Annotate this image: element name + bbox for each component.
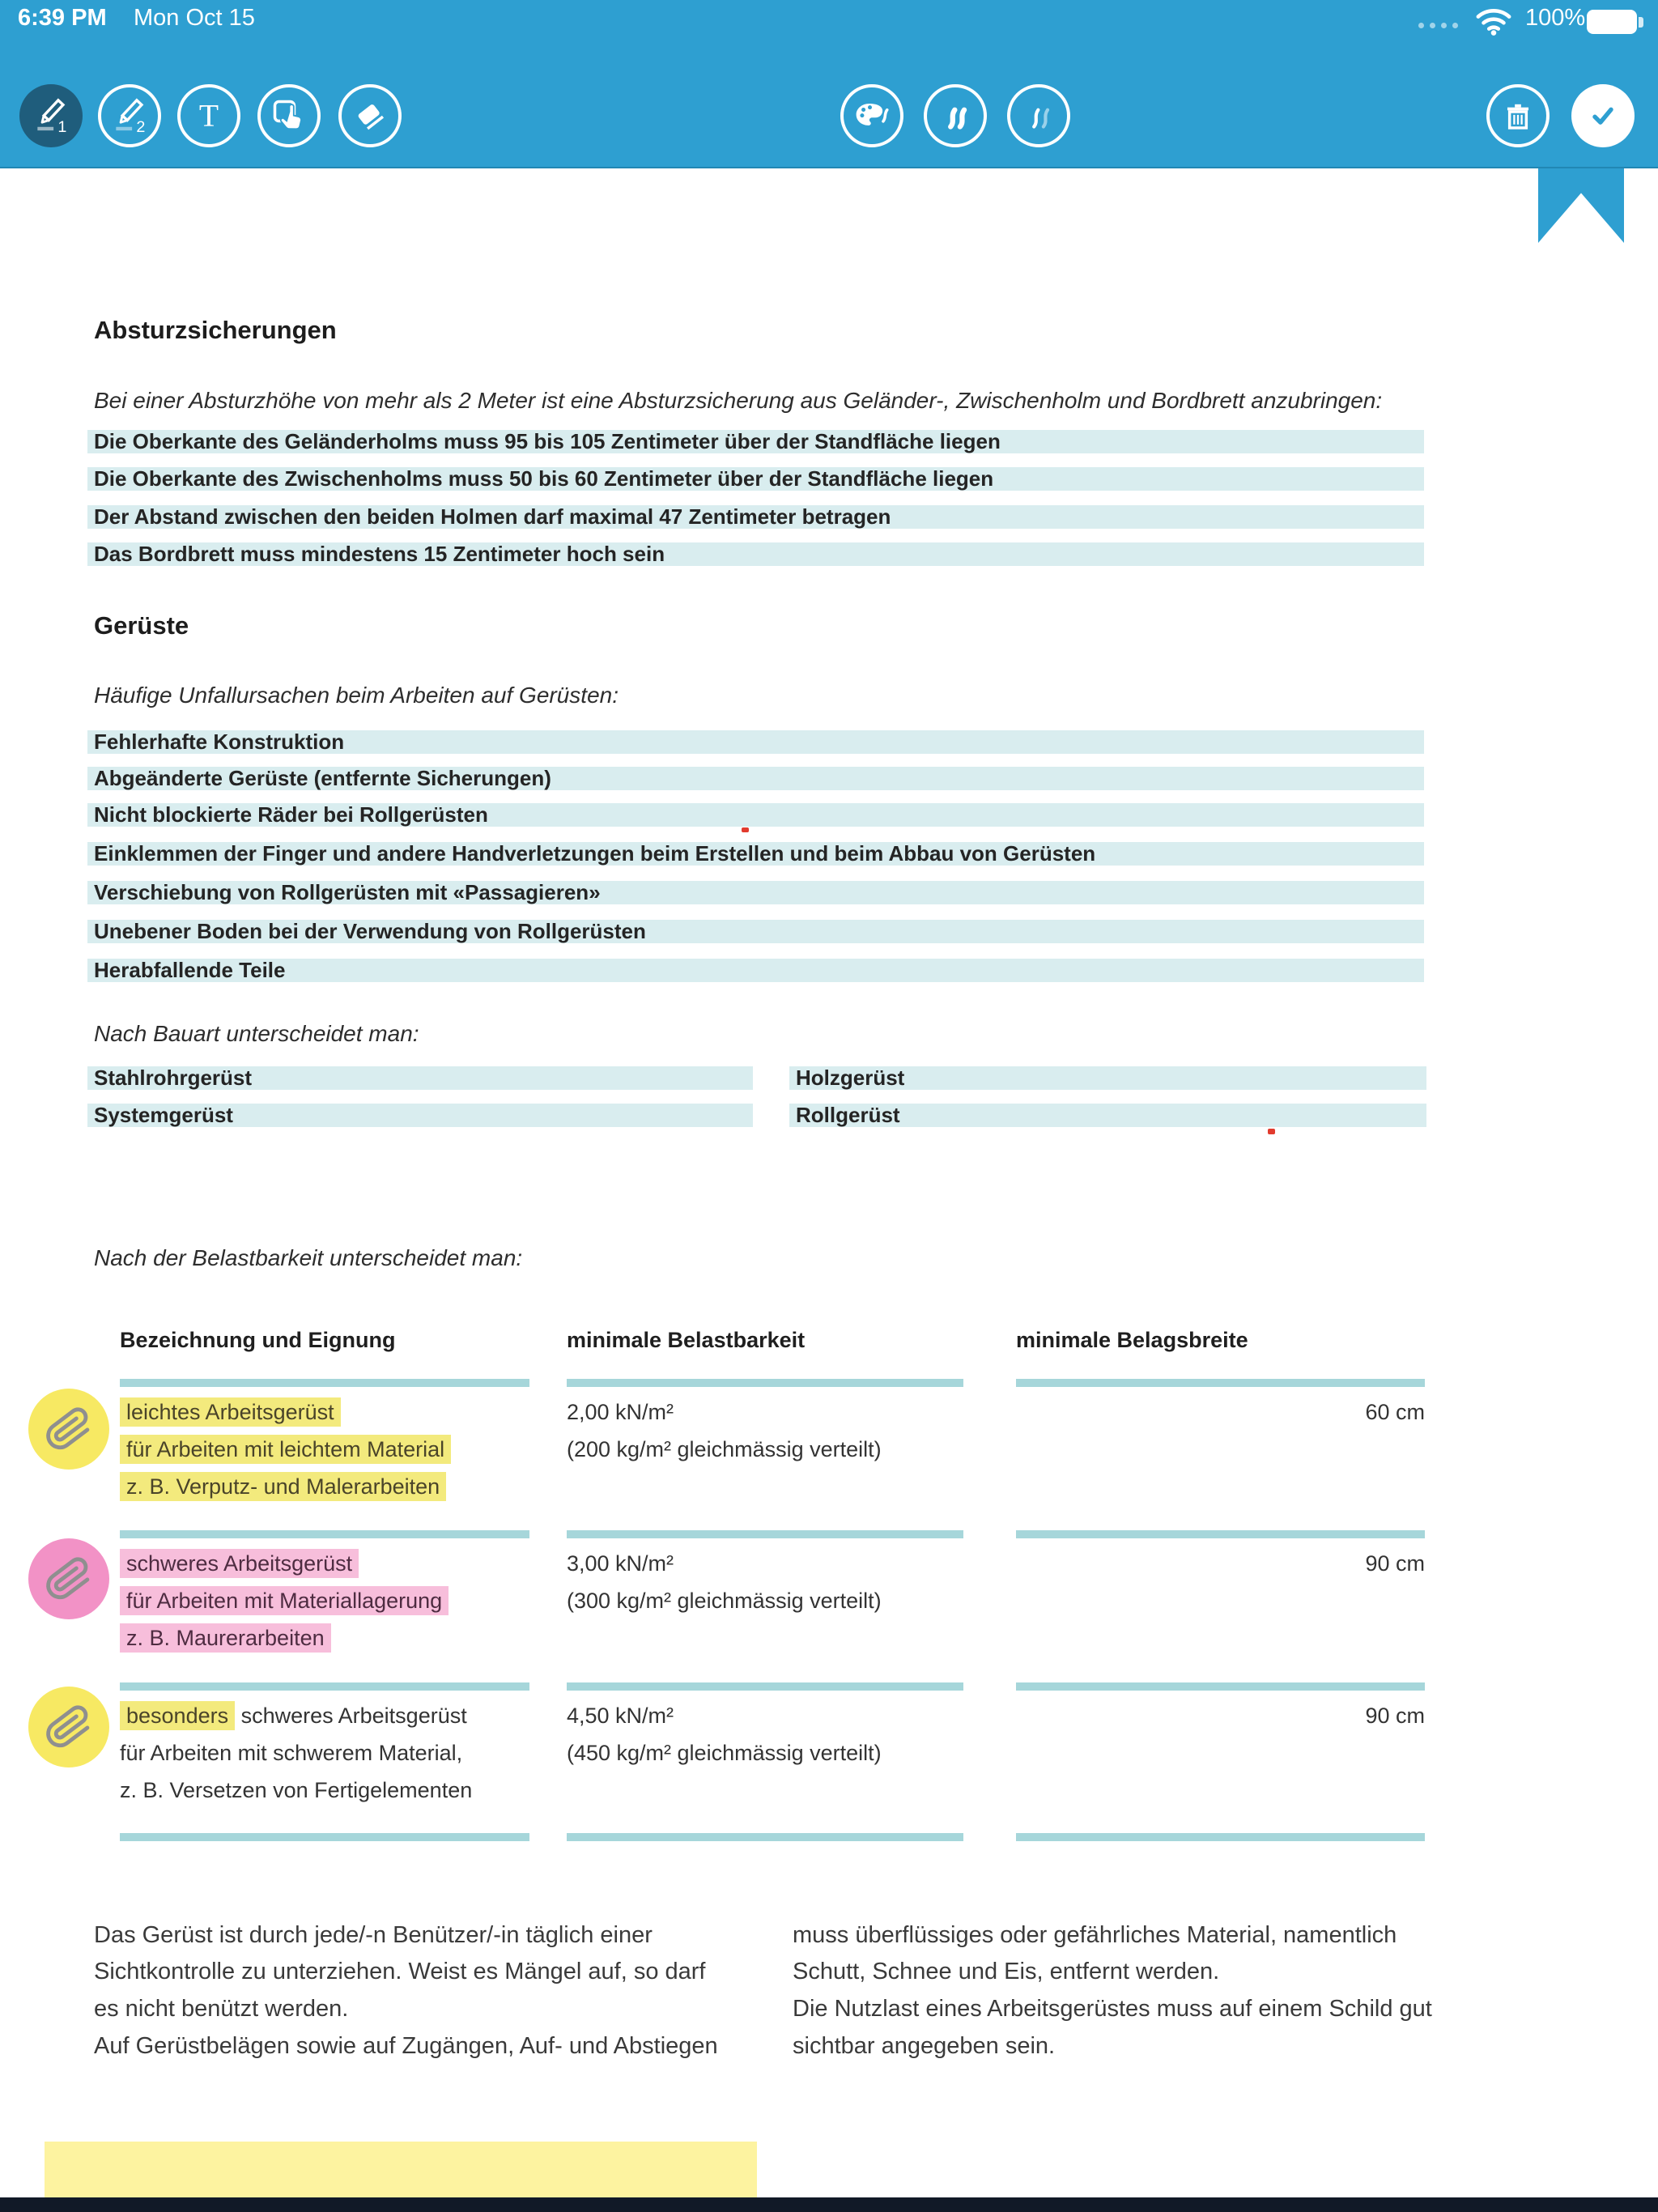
table-divider <box>120 1833 529 1841</box>
paperclip-icon <box>42 1402 96 1456</box>
section-title: Absturzsicherungen <box>94 316 337 344</box>
pen2-tool-button[interactable] <box>98 84 161 147</box>
delete-annotation-button[interactable] <box>1486 84 1550 147</box>
wifi-icon <box>1475 5 1512 41</box>
paperclip-icon <box>42 1700 96 1754</box>
table-divider <box>120 1379 529 1387</box>
text-tool-button[interactable] <box>177 84 240 147</box>
bauart-item <box>789 1104 1426 1127</box>
table-cell: 3,00 kN/m² <box>567 1551 674 1576</box>
rule-text: Die Oberkante des Zwischenholms muss 50 bis 60 Zentimeter über der Standfläche liegen <box>94 466 994 491</box>
highlighted-text: für Arbeiten mit leichtem Material <box>120 1435 451 1464</box>
check-icon <box>1583 96 1623 136</box>
table-cell <box>120 1698 467 1733</box>
eraser-icon <box>350 96 390 136</box>
table-divider <box>567 1833 963 1841</box>
footer-text: Die Nutzlast eines Arbeitsgerüstes muss auf einem Schild gut <box>793 1996 1432 2022</box>
column-header: Bezeichnung und Eignung <box>120 1328 396 1352</box>
footer-text: sichtbar angegeben sein. <box>793 2033 1056 2059</box>
bauart-text: Rollgerüst <box>796 1103 900 1127</box>
highlighted-text: für Arbeiten mit Materiallagerung <box>120 1586 449 1615</box>
highlighted-text: z. B. Maurerarbeiten <box>120 1623 331 1653</box>
rule-text: Herabfallende Teile <box>94 958 286 982</box>
red-pen-mark <box>742 827 749 832</box>
footer-text: es nicht benützt werden. <box>94 1996 349 2022</box>
stroke-style-alt-button[interactable] <box>1007 84 1070 147</box>
highlighted-rule <box>87 542 1424 566</box>
bauart-item <box>87 1104 753 1127</box>
pencil-icon <box>31 96 71 136</box>
highlighted-text: z. B. Verputz- und Malerarbeiten <box>120 1472 446 1501</box>
column-header: minimale Belastbarkeit <box>567 1328 806 1352</box>
status-date: Mon Oct 15 <box>134 5 255 31</box>
bauart-item <box>87 1066 753 1090</box>
table-cell: 90 cm <box>1365 1551 1425 1576</box>
highlighted-rule <box>87 959 1424 982</box>
rule-text: Abgeänderte Gerüste (entfernte Sicherungen) <box>94 766 551 790</box>
double-wave-light-icon <box>1018 96 1059 136</box>
cellular-signal-icon <box>1430 23 1435 28</box>
rule-text: Einklemmen der Finger und andere Handverletzungen beim Erstellen und beim Abbau von Gerüsten <box>94 841 1096 866</box>
table-cell: z. B. Versetzen von Fertigelementen <box>120 1778 473 1802</box>
select-tool-button[interactable] <box>257 84 321 147</box>
highlighted-rule <box>87 881 1424 904</box>
rule-text: Nicht blockierte Räder bei Rollgerüsten <box>94 802 488 827</box>
bauart-intro: Nach Bauart unterscheidet man: <box>94 1021 419 1046</box>
palette-tool-button[interactable] <box>840 84 903 147</box>
yellow-highlight-block <box>45 2142 757 2197</box>
rule-text: Unebener Boden bei der Verwendung von Rollgerüsten <box>94 919 646 943</box>
cellular-signal-icon <box>1441 23 1447 28</box>
status-time: 6:39 PM <box>18 5 107 31</box>
bauart-item <box>789 1066 1426 1090</box>
table-divider <box>120 1530 529 1538</box>
confirm-button[interactable] <box>1571 84 1635 147</box>
attachment-annotation[interactable] <box>28 1687 109 1767</box>
bauart-text: Systemgerüst <box>94 1103 233 1127</box>
bottom-page-edge <box>0 2197 1658 2212</box>
plain-text: schweres Arbeitsgerüst <box>235 1704 467 1728</box>
table-intro: Nach der Belastbarkeit unterscheidet man: <box>94 1245 523 1270</box>
text-tool-icon <box>189 96 229 136</box>
pencil-icon <box>109 96 150 136</box>
section-intro: Bei einer Absturzhöhe von mehr als 2 Meter ist eine Absturzsicherung aus Geländer-, Zwischenholm und Bordbrett anzubringen: <box>94 388 1383 413</box>
highlighted-rule <box>87 920 1424 943</box>
table-divider <box>1016 1379 1425 1387</box>
footer-text: Auf Gerüstbelägen sowie auf Zugängen, Auf- und Abstiegen <box>94 2033 718 2059</box>
section-intro: Häufige Unfallursachen beim Arbeiten auf Gerüsten: <box>94 683 619 708</box>
highlighted-rule <box>87 842 1424 866</box>
trash-icon <box>1499 97 1537 134</box>
bauart-text: Holzgerüst <box>796 1066 905 1090</box>
table-divider <box>567 1379 963 1387</box>
footer-text: muss überflüssiges oder gefährliches Material, namentlich <box>793 1922 1397 1948</box>
table-divider <box>567 1530 963 1538</box>
table-divider <box>1016 1682 1425 1691</box>
section-title: Gerüste <box>94 611 189 640</box>
battery-nub-icon <box>1639 17 1643 28</box>
highlighted-rule <box>87 767 1424 790</box>
table-divider <box>120 1682 529 1691</box>
stroke-style-button[interactable] <box>924 84 987 147</box>
text-tool-glyph: T <box>198 97 219 134</box>
table-divider <box>1016 1833 1425 1841</box>
pen1-tool-button[interactable] <box>19 84 83 147</box>
app-toolbar <box>0 0 1658 168</box>
pen2-number: 2 <box>136 118 146 136</box>
paperclip-icon <box>42 1552 96 1606</box>
red-pen-mark <box>1268 1129 1275 1134</box>
table-divider <box>1016 1530 1425 1538</box>
cellular-signal-icon <box>1418 23 1424 28</box>
table-cell <box>120 1469 446 1504</box>
table-divider <box>567 1682 963 1691</box>
table-cell: (200 kg/m² gleichmässig verteilt) <box>567 1437 882 1461</box>
table-cell: 90 cm <box>1365 1704 1425 1728</box>
battery-icon <box>1587 10 1637 34</box>
attachment-annotation[interactable] <box>28 1538 109 1619</box>
highlighted-text: besonders <box>120 1701 235 1730</box>
cellular-signal-icon <box>1452 23 1458 28</box>
table-cell: für Arbeiten mit schwerem Material, <box>120 1741 463 1765</box>
bookmark-ribbon[interactable] <box>1538 168 1624 243</box>
attachment-annotation[interactable] <box>28 1389 109 1470</box>
highlighted-rule <box>87 730 1424 754</box>
bauart-text: Stahlrohrgerüst <box>94 1066 253 1090</box>
rule-text: Die Oberkante des Geländerholms muss 95 bis 105 Zentimeter über der Standfläche liegen <box>94 429 1001 453</box>
table-cell <box>120 1620 331 1656</box>
table-cell: 4,50 kN/m² <box>567 1704 674 1728</box>
tap-hand-icon <box>269 96 309 136</box>
rule-text: Verschiebung von Rollgerüsten mit «Passagieren» <box>94 880 601 904</box>
highlighted-text: leichtes Arbeitsgerüst <box>120 1397 341 1427</box>
eraser-tool-button[interactable] <box>338 84 402 147</box>
column-header: minimale Belagsbreite <box>1016 1328 1248 1352</box>
rule-text: Fehlerhafte Konstruktion <box>94 730 345 754</box>
table-cell: 60 cm <box>1365 1400 1425 1424</box>
battery-percent: 100% <box>1525 5 1586 31</box>
table-cell <box>120 1394 341 1430</box>
footer-text: Sichtkontrolle zu unterziehen. Weist es Mängel auf, so darf <box>94 1959 706 1984</box>
table-cell: (300 kg/m² gleichmässig verteilt) <box>567 1589 882 1613</box>
highlighted-text: schweres Arbeitsgerüst <box>120 1549 359 1578</box>
highlighted-rule <box>87 467 1424 491</box>
rule-text: Das Bordbrett muss mindestens 15 Zentimeter hoch sein <box>94 542 665 566</box>
table-cell <box>120 1583 449 1619</box>
table-cell <box>120 1546 359 1581</box>
highlighted-rule <box>87 803 1424 827</box>
pen1-number: 1 <box>57 118 67 136</box>
double-wave-icon <box>935 96 976 136</box>
footer-text: Schutt, Schnee und Eis, entfernt werden. <box>793 1959 1220 1984</box>
highlighted-rule <box>87 505 1424 529</box>
footer-text: Das Gerüst ist durch jede/-n Benützer/-in täglich einer <box>94 1922 653 1948</box>
table-cell <box>120 1431 451 1467</box>
highlighted-rule <box>87 430 1424 453</box>
table-cell: (450 kg/m² gleichmässig verteilt) <box>567 1741 882 1765</box>
table-cell: 2,00 kN/m² <box>567 1400 674 1424</box>
rule-text: Der Abstand zwischen den beiden Holmen darf maximal 47 Zentimeter betragen <box>94 504 891 529</box>
palette-icon <box>852 96 892 136</box>
